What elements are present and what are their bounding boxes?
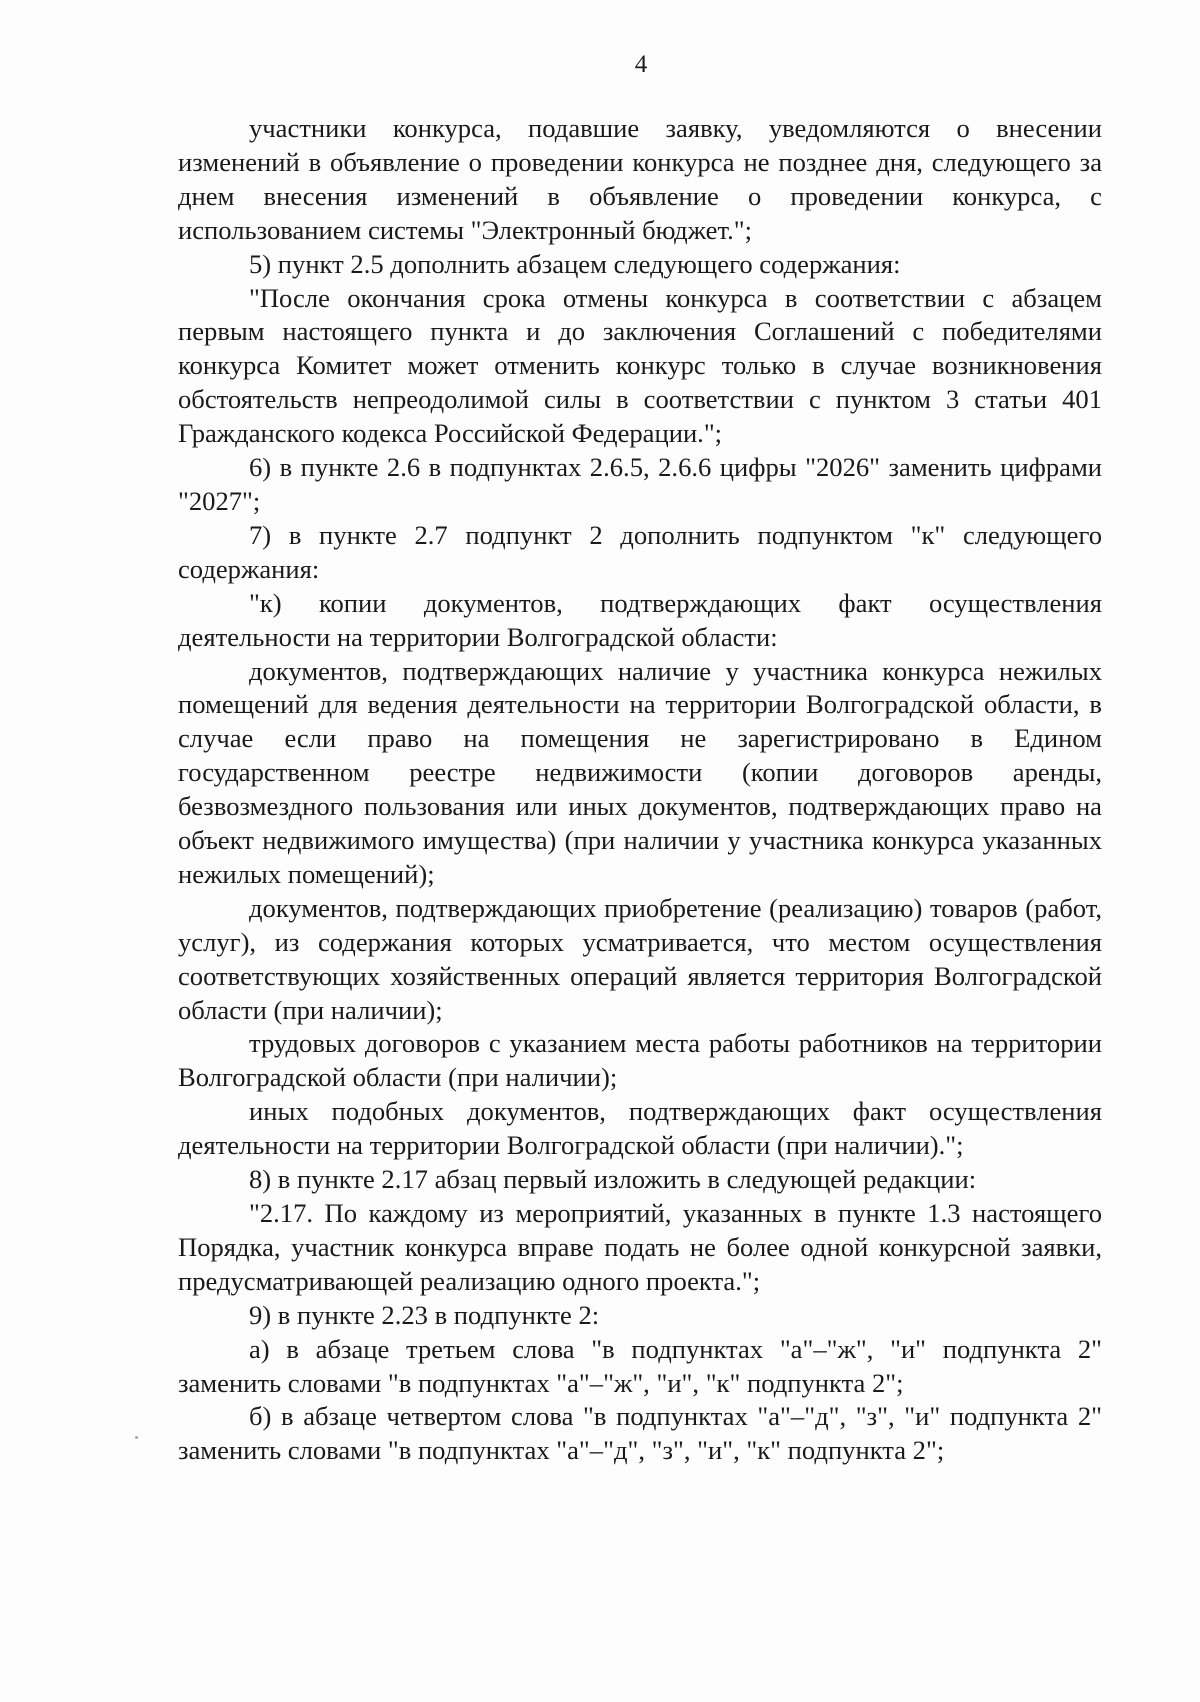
- paragraph-item-7: 7) в пункте 2.7 подпункт 2 дополнить подпунктом "к" следующего содержания:: [178, 519, 1102, 584]
- paragraph-subitem-a: а) в абзаце третьем слова "в подпунктах "а"–"ж", "и" подпункта 2" заменить словами "в подпунктах "а"–"ж", "и", "к" подпункта 2";: [178, 1333, 1102, 1398]
- document-body: [178, 112, 1102, 1468]
- paragraph-labor-contracts: трудовых договоров с указанием места работы работников на территории Волгоградской области (при наличии);: [178, 1028, 1102, 1093]
- paragraph-other-docs: иных подобных документов, подтверждающих факт осуществления деятельности на территории Волгоградской области (при наличии).";: [178, 1096, 1102, 1161]
- paragraph-item-6: 6) в пункте 2.6 в подпунктах 2.6.5, 2.6.6 цифры "2026" заменить цифрами "2027";: [178, 452, 1102, 516]
- paragraph-continuation: участники конкурса, подавшие заявку, уведомляются о внесении изменений в объявление о проведении конкурса не позднее дня, следующего за днем внесения изменений в объявление о проведении конкурса, с использованием системы "Электронный бюджет.";: [178, 113, 1102, 245]
- paragraph-quote-2-17: "2.17. По каждому из мероприятий, указанных в пункте 1.3 настоящего Порядка, участник конкурса вправе подать не более одной конкурсной заявки, предусматривающей реализацию одного проекта.";: [178, 1198, 1102, 1296]
- paragraph-subitem-b: б) в абзаце четвертом слова "в подпунктах "а"–"д", "з", "и" подпункта 2" заменить словами "в подпунктах "а"–"д", "з", "и", "к" подпункта 2";: [178, 1401, 1102, 1466]
- paragraph-item-8: 8) в пункте 2.17 абзац первый изложить в следующей редакции:: [249, 1164, 977, 1195]
- scan-speck: [135, 1436, 138, 1439]
- paragraph-subitem-k: "к) копии документов, подтверждающих факт осуществления деятельности на территории Волгоградской области:: [178, 587, 1102, 652]
- paragraph-quote-2-5: "После окончания срока отмены конкурса в соответствии с абзацем первым настоящего пункта и до заключения Соглашений с победителями конкурса Комитет может отменить конкурс только в случае возникновения обстоятельств непреодолимой силы в соответствии с пунктом 3 статьи 401 Гражданского кодекса Российской Федерации.";: [178, 282, 1102, 449]
- paragraph-premises-docs: документов, подтверждающих наличие у участника конкурса нежилых помещений для ведения деятельности на территории Волгоградской области, в случае если право на помещения не зарегистрировано в Едином государственном реестре недвижимости (копии договоров аренды, безвозмездного пользования или иных документов, подтверждающих право на объект недвижимого имущества) (при наличии у участника конкурса указанных нежилых помещений);: [178, 655, 1102, 889]
- paragraph-item-9: 9) в пункте 2.23 в подпункте 2:: [249, 1299, 600, 1330]
- page-number: 4: [634, 51, 648, 78]
- paragraph-item-5: 5) пункт 2.5 дополнить абзацем следующего содержания:: [249, 248, 901, 279]
- paragraph-acquisition-docs: документов, подтверждающих приобретение (реализацию) товаров (работ, услуг), из содержания которых усматривается, что местом осуществления соответствующих хозяйственных операций является территория Волгоградской области (при наличии);: [178, 892, 1102, 1025]
